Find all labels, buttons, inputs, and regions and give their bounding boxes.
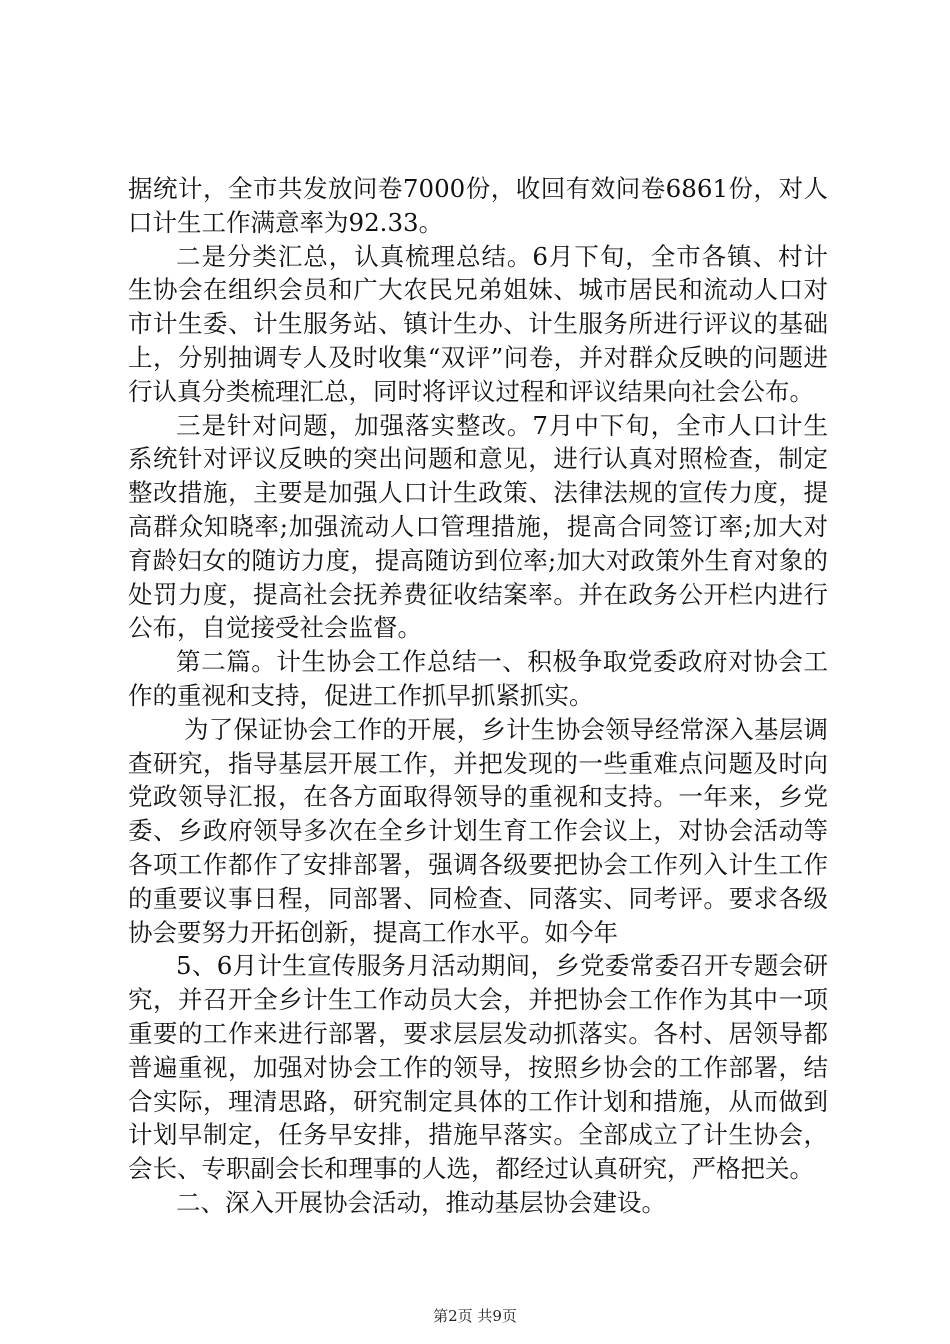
paragraph-publicity-month: 5、6月计生宣传服务月活动期间，乡党委常委召开专题会研究，并召开全乡计生工作动员大会，并把协会工作作为其中一项重要的工作来进行部署，要求层层发动抓落实。各村、居领导都普遍重视，加强对协会工作的领导，按照乡协会的工作部署，结合实际，理清思路，研究制定具体的工作计划和措施，从而做到计划早制定，任务早安排，措施早落实。全部成立了计生协会，会长、专职副会长和理事的人选，都经过认真研究，严格把关。 — [128, 951, 828, 1184]
paragraph-section-two-heading: 二、深入开展协会活动，推动基层协会建设。 — [176, 1187, 666, 1217]
paragraph-survey-statistics: 据统计，全市共发放问卷7000份，收回有效问卷6861份，对人口计生工作满意率为92.33。 — [128, 174, 828, 237]
paragraph-rectification: 三是针对问题，加强落实整改。7月中下旬，全市人口计生系统针对评议反映的突出问题和意见，进行认真对照检查，制定整改措施，主要是加强人口计生政策、法律法规的宣传力度，提高群众知晓率;加强流动人口管理措施，提高合同签订率;加大对育龄妇女的随访力度，提高随访到位率;加大对政策外生育对象的处罚力度，提高社会抚养费征收结案率。并在政务公开栏内进行公布，自觉接受社会监督。 — [128, 410, 828, 643]
page-number-footer: 第2页 共9页 — [433, 1307, 517, 1325]
paragraph-association-work: 为了保证协会工作的开展，乡计生协会领导经常深入基层调查研究，指导基层开展工作，并把发现的一些重难点问题及时向党政领导汇报，在各方面取得领导的重视和支持。一年来，乡党委、乡政府领导多次在全乡计划生育工作会议上，对协会活动等各项工作都作了安排部署，强调各级要把协会工作列入计生工作的重要议事日程，同部署、同检查、同落实、同考评。要求各级协会要努力开拓创新，提高工作水平。如今年 — [128, 714, 828, 947]
paragraph-classify-summarize: 二是分类汇总，认真梳理总结。6月下旬，全市各镇、村计生协会在组织会员和广大农民兄弟姐妹、城市居民和流动人口对市计生委、计生服务站、镇计生办、计生服务所进行评议的基础上，分别抽调专人及时收集“双评”问卷，并对群众反映的问题进行认真分类梳理汇总，同时将评议过程和评议结果向社会公布。 — [128, 241, 828, 406]
paragraph-second-article-heading: 第二篇。计生协会工作总结一、积极争取党委政府对协会工作的重视和支持，促进工作抓早抓紧抓实。 — [128, 647, 828, 710]
document-body — [128, 172, 828, 1220]
